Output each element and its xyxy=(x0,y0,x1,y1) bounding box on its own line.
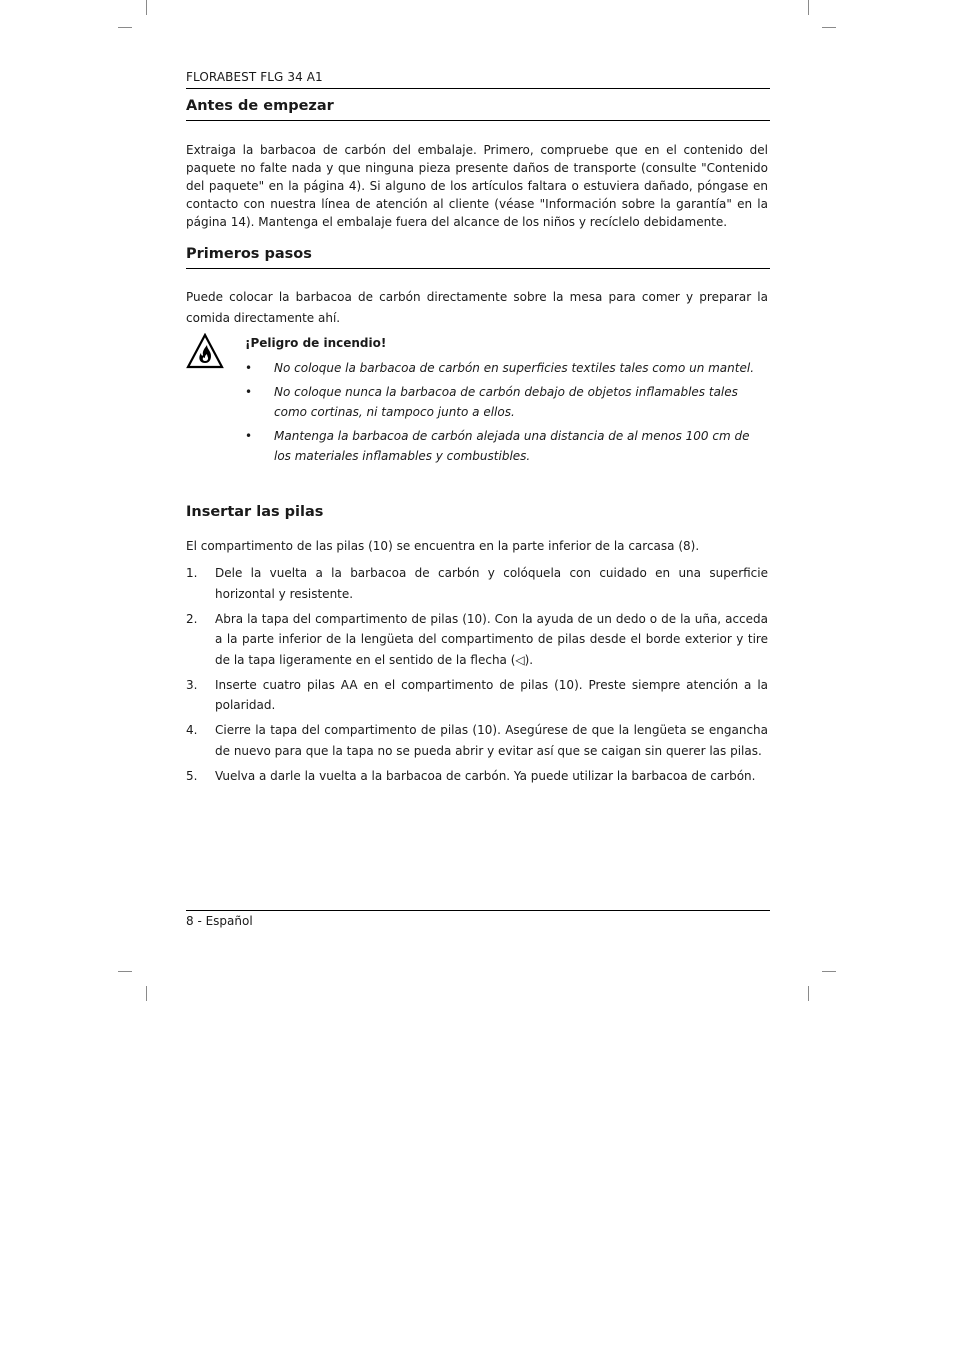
step-text: Inserte cuatro pilas AA en el compartimento de pilas (10). Preste siempre atención a la polaridad. xyxy=(215,677,768,712)
list-item-text: No coloque nunca la barbacoa de carbón debajo de objetos inflamables tales como cortinas, ni tampoco junto a ellos. xyxy=(274,385,738,419)
section-rule xyxy=(186,120,770,121)
crop-mark xyxy=(146,986,147,1001)
crop-mark xyxy=(822,27,836,28)
step-text: Abra la tapa del compartimento de pilas (10). Con la ayuda de un dedo o de la uña, acceda a la parte inferior de la lengüeta del compartimento de pilas desde el borde exterior y tire de la tapa ligeramente en el sentido de la flecha (◁). xyxy=(215,611,768,667)
bullet-glyph: • xyxy=(245,385,253,399)
crop-mark xyxy=(118,27,132,28)
step-number: 1. xyxy=(186,566,198,580)
running-header: FLORABEST FLG 34 A1 xyxy=(186,70,323,84)
crop-mark xyxy=(808,986,809,1001)
step-number: 5. xyxy=(186,768,198,783)
list-item xyxy=(245,426,770,466)
heading-primeros-pasos: Primeros pasos xyxy=(186,246,312,262)
paragraph-primeros: Puede colocar la barbacoa de carbón directamente sobre la mesa para comer y preparar la comida directamente ahí. xyxy=(186,290,768,325)
list-item xyxy=(245,382,770,422)
list-item xyxy=(186,675,768,716)
step-number: 4. xyxy=(186,723,198,737)
crop-mark xyxy=(822,971,836,972)
warning-title: ¡Peligro de incendio! xyxy=(245,336,387,350)
list-item xyxy=(186,720,768,761)
crop-mark xyxy=(808,0,809,15)
step-text: Vuelva a darle la vuelta a la barbacoa de carbón. Ya puede utilizar la barbacoa de carbón. xyxy=(215,768,756,783)
header-rule xyxy=(186,88,770,89)
step-text: Dele la vuelta a la barbacoa de carbón y colóquela con cuidado en una superficie horizontal y resistente. xyxy=(215,566,768,601)
paragraph-pilas-intro: El compartimento de las pilas (10) se encuentra en la parte inferior de la carcasa (8). xyxy=(186,539,700,553)
warning-list xyxy=(245,358,770,470)
paragraph-antes: Extraiga la barbacoa de carbón del embalaje. Primero, compruebe que en el contenido del paquete no falte nada y que ninguna pieza presente daños de transporte (consulte "Contenido del paquete" en la página 4). Si alguno de los artículos faltara o estuviera dañado, póngase en contacto con nuestra línea de atención al cliente (véase "Información sobre la garantía" en la página 14). Mantenga el embalaje fuera del alcance de los niños y recíclelo debidamente. xyxy=(186,143,768,229)
bullet-glyph: • xyxy=(245,361,253,375)
fire-hazard-icon xyxy=(186,333,224,369)
list-item xyxy=(186,563,768,604)
footer-rule xyxy=(186,910,770,911)
step-text: Cierre la tapa del compartimento de pilas (10). Asegúrese de que la lengüeta se engancha de nuevo para que la tapa no se pueda abrir y evitar así que se caigan sin querer las pilas. xyxy=(215,723,768,758)
page-number: 8 - Español xyxy=(186,914,253,928)
bullet-glyph: • xyxy=(245,429,253,443)
crop-mark xyxy=(146,0,147,15)
heading-insertar-las-pilas: Insertar las pilas xyxy=(186,504,324,520)
step-number: 3. xyxy=(186,677,198,692)
list-item-text: No coloque la barbacoa de carbón en superficies textiles tales como un mantel. xyxy=(274,361,755,375)
list-item-text: Mantenga la barbacoa de carbón alejada una distancia de al menos 100 cm de los materiales inflamables y combustibles. xyxy=(274,429,750,463)
list-item xyxy=(245,358,770,378)
heading-antes-de-empezar: Antes de empezar xyxy=(186,98,334,114)
steps-list xyxy=(186,563,768,791)
section-rule xyxy=(186,268,770,269)
list-item xyxy=(186,609,768,671)
crop-mark xyxy=(118,971,132,972)
step-number: 2. xyxy=(186,611,198,626)
list-item xyxy=(186,766,768,787)
